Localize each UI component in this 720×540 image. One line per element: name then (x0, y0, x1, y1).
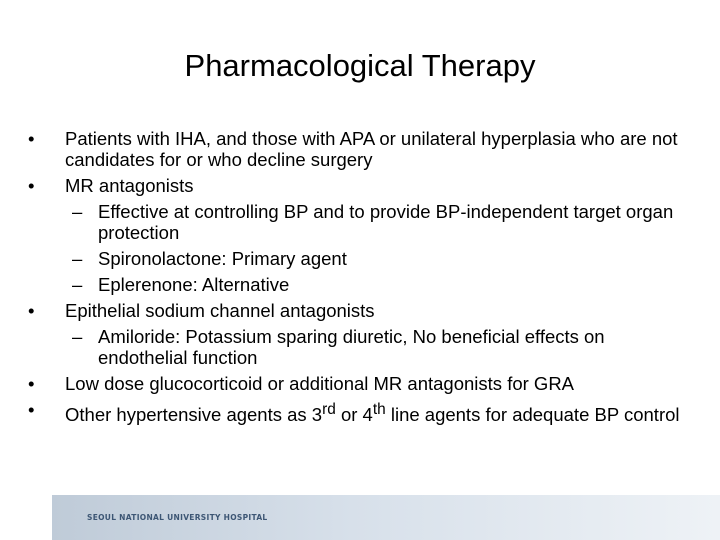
bullet-marker: • (28, 399, 35, 420)
sub-bullet-item (28, 274, 698, 295)
institution-name: SEOUL NATIONAL UNIVERSITY HOSPITAL (87, 513, 268, 522)
bullet-item (28, 175, 698, 196)
slide-title: Pharmacological Therapy (184, 48, 536, 83)
bullet-text: Patients with IHA, and those with APA or unilateral hyperplasia who are not candidates for or who decline surgery (65, 128, 678, 170)
bullet-text: Low dose glucocorticoid or additional MR antagonists for GRA (65, 373, 575, 394)
bullet-item (28, 373, 698, 394)
ordinal-suffix: rd (322, 401, 336, 418)
sub-bullet-text: Effective at controlling BP and to provide BP-independent target organ protection (98, 201, 674, 243)
sub-bullet-item (28, 326, 698, 368)
bullet-text (65, 401, 680, 426)
dash-marker: – (72, 248, 83, 269)
sub-bullet-text: Eplerenone: Alternative (98, 274, 290, 295)
bullet-item (28, 399, 698, 425)
bullet-marker: • (28, 128, 35, 149)
bullet-item (28, 300, 698, 321)
dash-marker: – (72, 201, 83, 222)
bullet-text-part: Other hypertensive agents as 3 (65, 404, 323, 426)
sub-bullet-text: Spironolactone: Primary agent (98, 248, 347, 269)
dash-marker: – (72, 274, 83, 295)
sub-bullet-item (28, 201, 698, 243)
sub-bullet-item (28, 248, 698, 269)
bullet-text-part: or 4 (335, 404, 373, 426)
bullet-item (28, 128, 698, 170)
ordinal-suffix: th (372, 401, 386, 418)
bullet-text-part: line agents for adequate BP control (385, 404, 680, 426)
bullet-marker: • (28, 300, 35, 321)
bullet-marker: • (28, 175, 35, 196)
bullet-list (28, 128, 698, 430)
bullet-text: MR antagonists (65, 175, 194, 196)
dash-marker: – (72, 326, 83, 347)
bullet-marker: • (28, 373, 35, 394)
sub-bullet-text: Amiloride: Potassium sparing diuretic, No beneficial effects on endothelial function (98, 326, 605, 368)
footer-banner (52, 495, 720, 540)
bullet-text: Epithelial sodium channel antagonists (65, 300, 375, 321)
